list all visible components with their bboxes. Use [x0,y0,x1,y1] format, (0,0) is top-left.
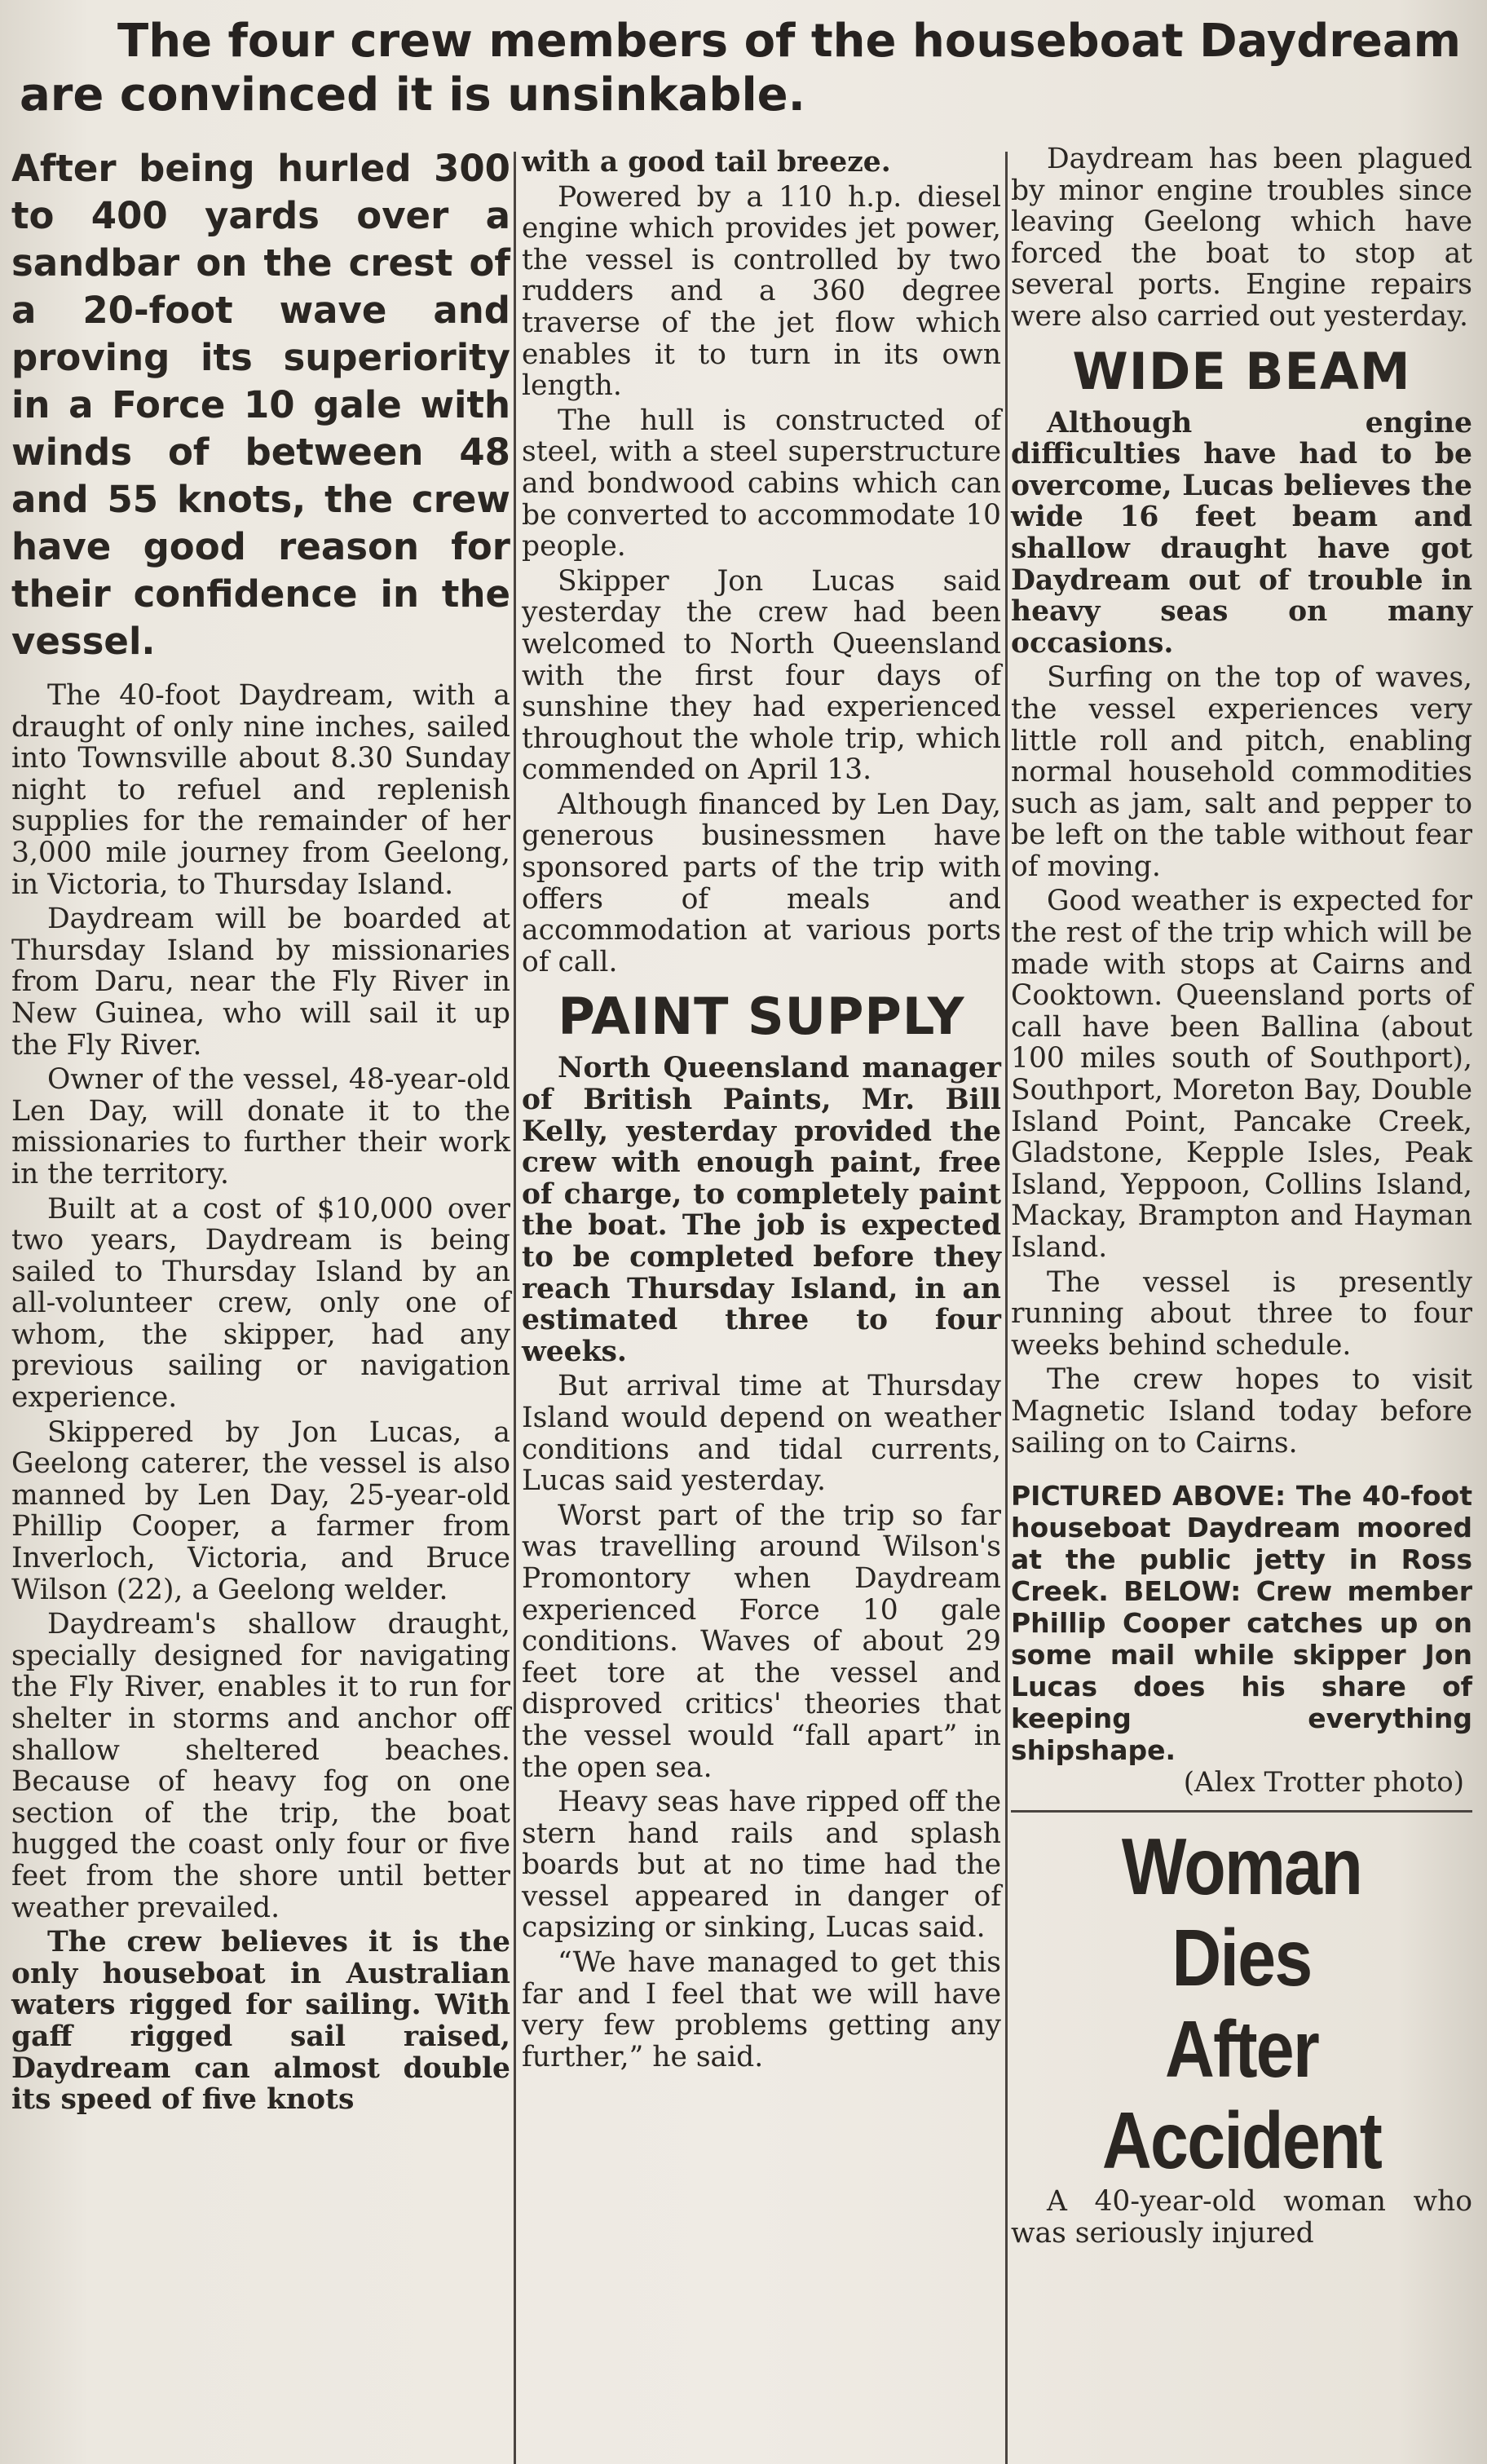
article-paragraph: Although financed by Len Day, generous businessmen have sponsored parts of the trip with offers of meals and accommodation at various ports of call. [522,788,1001,978]
story2-paragraph: A 40-year-old woman who was seriously injured [1011,2185,1472,2250]
story2-headline-line2: After Accident [1101,2004,1382,2186]
photo-caption: PICTURED ABOVE: The 40-foot houseboat Daydream moored at the public jetty in Ross Creek. BELOW: Crew member Phillip Cooper catches up on some mail while skipper Jon Lucas does his share of keeping everything shipshape. [1011,1480,1472,1767]
photo-credit: (Alex Trotter photo) [1183,1766,1464,1799]
article-paragraph: The 40-foot Daydream, with a draught of only nine inches, sailed into Townsville about 8.30 Sunday night to refuel and replenish supplies for the remainder of her 3,000 mile journey from Geelong, in Victoria, to Thursday Island. [11,679,510,901]
subhead-wide-beam: WIDE BEAM [1072,341,1411,401]
article-paragraph: Powered by a 110 h.p. diesel engine which provides jet power, the vessel is controlled by two rudders and a 360 degree traverse of the jet flow which enables it to turn in its own length. [522,180,1001,403]
headline: The four crew members of the houseboat Daydream are convinced it is unsinkable. [20,15,1462,121]
article-paragraph: The vessel is presently running about three to four weeks behind schedule. [1011,1265,1472,1362]
bold-paragraph: North Queensland manager of British Paints, Mr. Bill Kelly, yesterday provided the crew with enough paint, free of charge, to completely paint the boat. The job is expected to be completed before they reach Thursday Island, in an estimated three to four weeks. [522,1052,1001,1368]
bold-paragraph: The crew believes it is the only houseboat in Australian waters rigged for sailing. With gaff rigged sail raised, Daydream can almost double its speed of five knots [11,1926,510,2117]
story2-headline-line1: Woman Dies [1121,1822,1362,2003]
column-2 [522,147,1001,2076]
article-paragraph: Surfing on the top of waves, the vessel experiences very little roll and pitch, enabling normal household commodities such as jam, salt and pepper to be left on the table without fear of moving. [1011,661,1472,883]
article-paragraph: “We have managed to get this far and I feel that we will have very few problems getting any further,” he said. [522,1946,1001,2073]
article-paragraph: Skippered by Jon Lucas, a Geelong caterer, the vessel is also manned by Len Day, 25-year-old Phillip Cooper, a farmer from Inverloch, Victoria, and Bruce Wilson (22), a Geelong welder. [11,1415,510,1606]
column-rule-1 [514,152,516,2464]
article-paragraph: Daydream will be boarded at Thursday Island by missionaries from Daru, near the Fly River in New Guinea, who will sail it up the Fly River. [11,903,510,1062]
section-divider [1011,1810,1472,1813]
article-paragraph: The hull is constructed of steel, with a steel superstructure and bondwood cabins which can be converted to accommodate 10 people. [522,404,1001,563]
lede-paragraph: After being hurled 300 to 400 yards over a sandbar on the crest of a 20-foot wave and proving its superiority in a Force 10 gale with winds of between 48 and 55 knots, the crew have good reason for their confidence in the vessel. [11,147,510,663]
article-paragraph: The crew hopes to visit Magnetic Island today before sailing on to Cairns. [1011,1363,1472,1459]
article-paragraph: Owner of the vessel, 48-year-old Len Day, will donate it to the missionaries to further their work in the territory. [11,1063,510,1190]
article-paragraph: Skipper Jon Lucas said yesterday the crew had been welcomed to North Queensland with the first four days of sunshine they had experienced throughout the whole trip, which commended on April 13. [522,564,1001,787]
article-paragraph: Worst part of the trip so far was travelling around Wilson's Promontory when Daydream experienced Force 10 gale conditions. Waves of about 29 feet tore at the vessel and disproved critics' theories that the vessel would “fall apart” in the open sea. [522,1499,1001,1784]
article-paragraph: Good weather is expected for the rest of the trip which will be made with stops at Cairns and Cooktown. Queensland ports of call have been Ballina (about 100 miles south of Southport), Southport, Moreton Bay, Double Island Point, Pancake Creek, Gladstone, Kepple Isles, Peak Island, Yeppoon, Collins Island, Mackay, Brampton and Hayman Island. [1011,885,1472,1264]
article-paragraph: Heavy seas have ripped off the stern hand rails and splash boards but at no time had the vessel appeared in danger of capsizing or sinking, Lucas said. [522,1786,1001,1945]
bold-paragraph: Although engine difficulties have had to be overcome, Lucas believes the wide 16 feet beam and shallow draught have got Daydream out of trouble in heavy seas on many occasions. [1011,406,1472,660]
article-paragraph: Daydream has been plagued by minor engine troubles since leaving Geelong which have forced the boat to stop at several ports. Engine repairs were also carried out yesterday. [1011,143,1472,333]
article-paragraph: Daydream's shallow draught, specially designed for navigating the Fly River, enables it to run for shelter in storms and anchor off shallow sheltered beaches. Because of heavy fog on one section of the trip, the boat hugged the coast only four or five feet from the shore until better weather prevailed. [11,1608,510,1924]
article-paragraph: Built at a cost of $10,000 over two years, Daydream is being sailed to Thursday Island by an all-volunteer crew, only one of whom, the skipper, had any previous sailing or navigation experience. [11,1192,510,1415]
column-1 [11,145,510,2119]
subhead-paint-supply: PAINT SUPPLY [558,987,965,1047]
column-3 [1011,144,1472,2252]
column-rule-2 [1005,152,1008,2464]
article-paragraph: But arrival time at Thursday Island would depend on weather conditions and tidal currents, Lucas said yesterday. [522,1370,1001,1498]
continued-bold-text: with a good tail breeze. [522,146,891,179]
